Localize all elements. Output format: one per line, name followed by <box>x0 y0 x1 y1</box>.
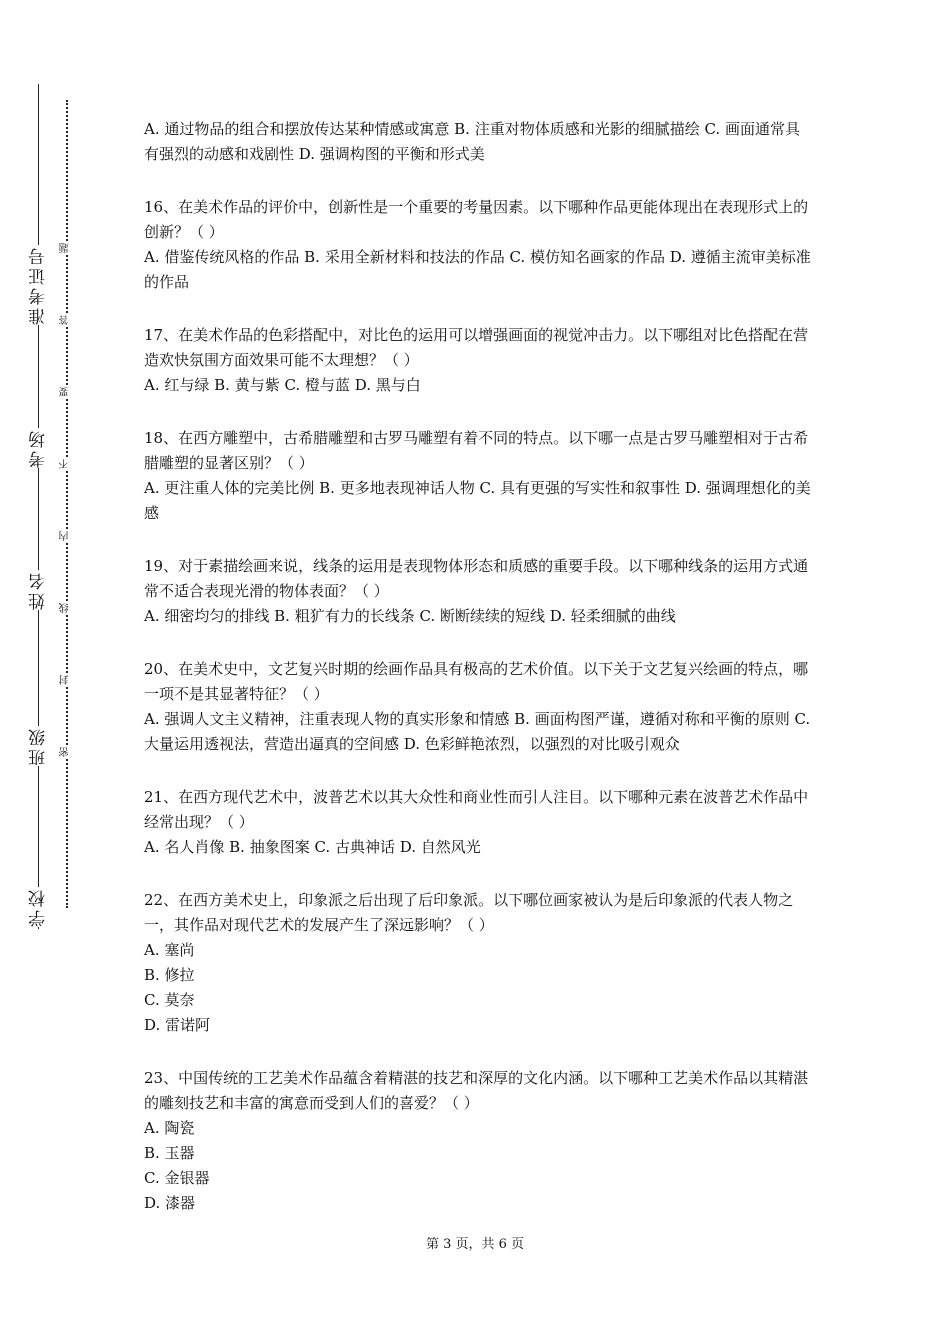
page-number: 第 3 页，共 6 页 <box>425 1237 525 1252</box>
seal-char-da: 答 <box>60 315 71 325</box>
option-d: D. 漆器 <box>144 1194 196 1212</box>
exam-room-label: 考场 <box>22 428 56 468</box>
option-a: A. 塞尚 <box>144 941 195 959</box>
question-23 <box>144 1066 812 1216</box>
seal-char-mi: 密 <box>60 747 71 757</box>
question-options: A. 更注重人体的完美比例 B. 更多地表现神话人物 C. 具有更强的写实性和叙事性 D. 强调理想化的美感 <box>144 479 811 522</box>
option-a: A. 陶瓷 <box>144 1119 195 1137</box>
question-stem: 23、中国传统的工艺美术作品蕴含着精湛的技艺和深厚的文化内涵。以下哪种工艺美术作品以其精湛的雕刻技艺和丰富的寓意而受到人们的喜爱？（ ） <box>144 1069 809 1112</box>
option-b: B. 玉器 <box>144 1144 195 1162</box>
question-stem: 20、在美术史中，文艺复兴时期的绘画作品具有极高的艺术价值。以下关于文艺复兴绘画的特点，哪一项不是其显著特征？（ ） <box>144 660 809 703</box>
question-stem: 17、在美术作品的色彩搭配中，对比色的运用可以增强画面的视觉冲击力。以下哪组对比色搭配在营造欢快氛围方面效果可能不太理想？（ ） <box>144 326 809 369</box>
binding-solid-line <box>38 84 39 929</box>
question-list <box>144 117 812 1244</box>
class-label: 班级 <box>22 726 56 766</box>
seal-char-bu: 不 <box>60 459 71 469</box>
question-options: A. 借鉴传统风格的作品 B. 采用全新材料和技法的作品 C. 模仿知名画家的作品 D. 遵循主流审美标准的作品 <box>144 248 811 291</box>
question-stem: 22、在西方美术史上，印象派之后出现了后印象派。以下哪位画家被认为是后印象派的代表人物之一，其作品对现代艺术的发展产生了深远影响？（ ） <box>144 891 794 934</box>
question-15-continued <box>144 117 812 167</box>
binding-margin <box>0 0 110 1344</box>
seal-char-yao: 要 <box>60 387 71 397</box>
seal-dotted-line <box>66 100 68 908</box>
option-b: B. 修拉 <box>144 966 195 984</box>
question-options: A. 细密均匀的排线 B. 粗犷有力的长线条 C. 断断续续的短线 D. 轻柔细腻的曲线 <box>144 607 676 625</box>
question-stem: 21、在西方现代艺术中，波普艺术以其大众性和商业性而引人注目。以下哪种元素在波普艺术作品中经常出现？（ ） <box>144 788 809 831</box>
name-label: 姓名 <box>22 570 56 610</box>
question-20 <box>144 657 812 757</box>
option-c: C. 金银器 <box>144 1169 210 1187</box>
seal-char-xian: 线 <box>60 603 71 613</box>
question-16 <box>144 195 812 295</box>
seal-char-feng: 封 <box>60 675 71 685</box>
question-18 <box>144 426 812 526</box>
question-options: A. 通过物品的组合和摆放传达某种情感或寓意 B. 注重对物体质感和光影的细腻描绘 C. 画面通常具有强烈的动感和戏剧性 D. 强调构图的平衡和形式美 <box>144 120 800 163</box>
question-options: A. 名人肖像 B. 抽象图案 C. 古典神话 D. 自然风光 <box>144 838 481 856</box>
option-c: C. 莫奈 <box>144 991 195 1009</box>
option-d: D. 雷诺阿 <box>144 1016 211 1034</box>
seal-char-nei: 内 <box>60 531 71 541</box>
question-stem: 16、在美术作品的评价中，创新性是一个重要的考量因素。以下哪种作品更能体现出在表现形式上的创新？（ ） <box>144 198 809 241</box>
question-19 <box>144 554 812 629</box>
question-options: A. 强调人文主义精神，注重表现人物的真实形象和情感 B. 画面构图严谨，遵循对称和平衡的原则 C. 大量运用透视法，营造出逼真的空间感 D. 色彩鲜艳浓烈，以强烈的对比吸引观众 <box>144 710 811 753</box>
question-stem: 18、在西方雕塑中，古希腊雕塑和古罗马雕塑有着不同的特点。以下哪一点是古罗马雕塑相对于古希腊雕塑的显著区别？（ ） <box>144 429 809 472</box>
question-21 <box>144 785 812 860</box>
question-options: A. 红与绿 B. 黄与紫 C. 橙与蓝 D. 黑与白 <box>144 376 421 394</box>
seal-char-ti: 题 <box>60 243 71 253</box>
exam-number-label: 准考证号 <box>22 245 56 325</box>
question-17 <box>144 323 812 398</box>
school-label: 学校 <box>22 887 56 927</box>
question-22 <box>144 888 812 1038</box>
question-stem: 19、对于素描绘画来说，线条的运用是表现物体形态和质感的重要手段。以下哪种线条的运用方式通常不适合表现光滑的物体表面？（ ） <box>144 557 809 600</box>
